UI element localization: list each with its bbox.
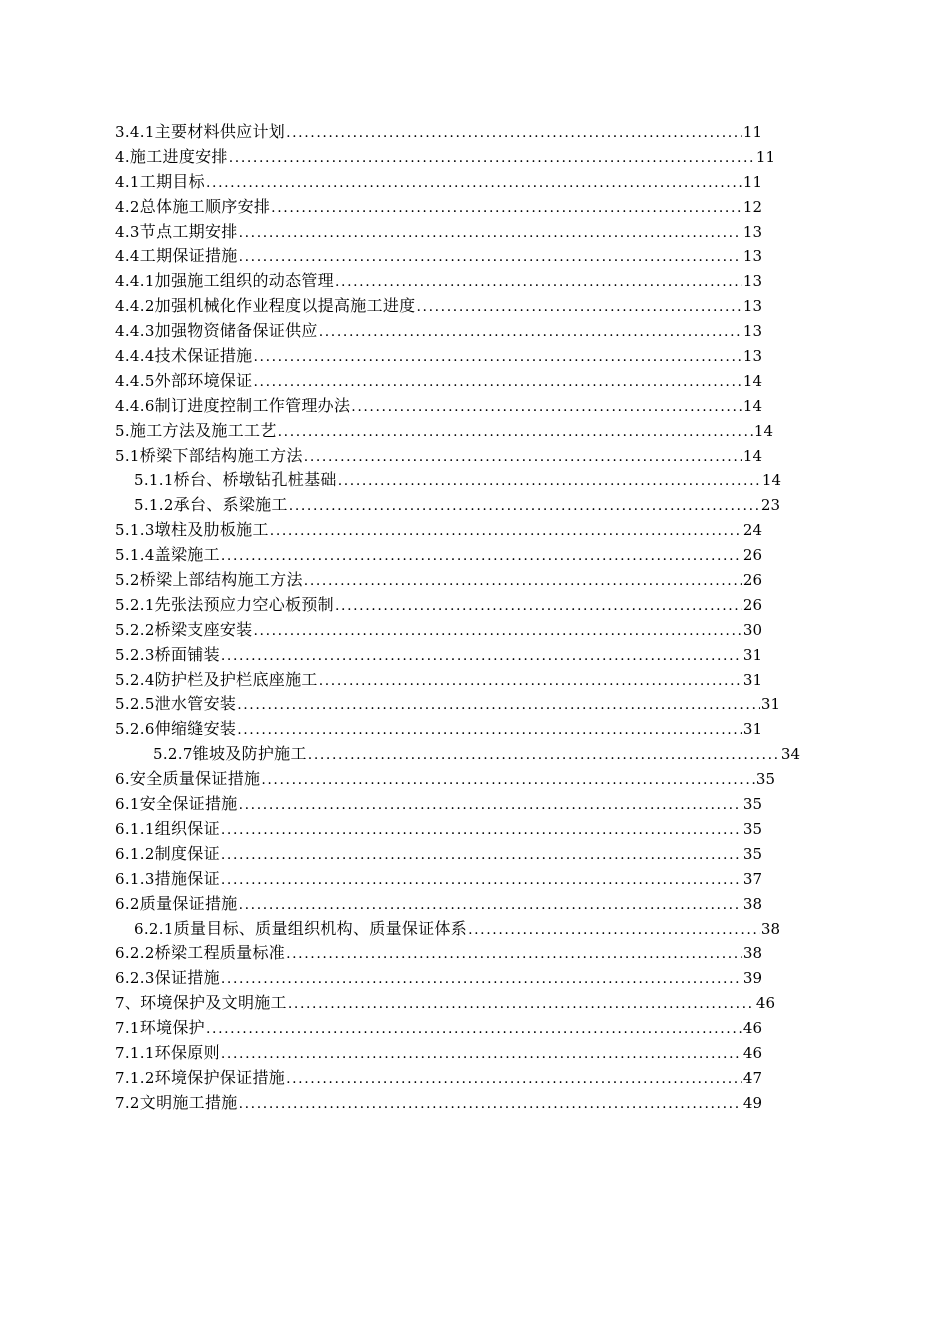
toc-entry: [0, 145, 775, 170]
toc-entry-page: 13: [742, 297, 762, 316]
toc-leader: [308, 743, 780, 768]
toc-entry: [0, 220, 762, 245]
toc-entry-page: 14: [742, 396, 762, 415]
toc-entry: [0, 917, 780, 942]
toc-leader: [253, 370, 741, 395]
toc-leader: [319, 669, 742, 694]
toc-entry-title: 先张法预应力空心板预制: [154, 594, 334, 614]
toc-entry-number: 4.4.6: [115, 396, 155, 415]
toc-leader: [221, 868, 742, 893]
toc-entry: [0, 543, 762, 568]
toc-entry: [0, 294, 762, 319]
toc-leader: [416, 295, 741, 320]
toc-entry: [0, 394, 762, 419]
toc-leader: [335, 594, 742, 619]
toc-entry-title: 施工方法及施工工艺: [129, 420, 277, 440]
toc-entry-number: 5.2: [115, 571, 140, 590]
toc-entry: [0, 842, 762, 867]
toc-entry-page: 14: [742, 446, 762, 465]
toc-entry: [0, 643, 762, 668]
toc-entry-number: 6.1.3: [115, 869, 155, 888]
toc-entry-number: 5.2.2: [115, 620, 155, 639]
toc-entry-page: 24: [742, 521, 762, 540]
toc-entry-title: 桥台、桥墩钻孔桩基础: [173, 470, 337, 490]
toc-entry: [0, 668, 762, 693]
toc-entry-page: 31: [760, 695, 780, 714]
toc-entry-title: 防护栏及护栏底座施工: [154, 669, 318, 689]
toc-entry-title: 环境保护: [139, 1018, 205, 1038]
toc-entry: [0, 867, 762, 892]
toc-entry: [0, 991, 775, 1016]
toc-entry-page: 12: [742, 197, 762, 216]
toc-entry: [0, 692, 780, 717]
toc-entry-page: 13: [742, 247, 762, 266]
toc-leader: [221, 818, 742, 843]
toc-entry-number: 6.2.1: [134, 919, 174, 938]
toc-entry-title: 质量目标、质量组织机构、质量保证体系: [173, 918, 468, 938]
toc-entry-title: 措施保证: [154, 868, 220, 888]
toc-entry: [0, 518, 762, 543]
toc-leader: [286, 942, 742, 967]
toc-entry-title: 环境保护保证措施: [154, 1067, 286, 1087]
toc-leader: [221, 544, 742, 569]
toc-leader: [221, 1042, 742, 1067]
toc-entry: [0, 444, 762, 469]
toc-entry: [0, 244, 762, 269]
toc-leader: [289, 494, 760, 519]
toc-entry-title: 安全质量保证措施: [129, 769, 261, 789]
toc-entry-page: 38: [742, 894, 762, 913]
toc-entry-page: 35: [742, 844, 762, 863]
toc-entry-page: 23: [760, 496, 780, 515]
toc-entry: [0, 941, 762, 966]
toc-entry-title: 桥面铺装: [154, 644, 220, 664]
toc-leader: [239, 893, 742, 918]
toc-entry-title: 外部环境保证: [154, 370, 253, 390]
toc-entry-page: 39: [742, 969, 762, 988]
toc-entry-page: 31: [742, 645, 762, 664]
toc-entry-number: 7、: [115, 994, 141, 1013]
toc-entry-title: 加强机械化作业程度以提高施工进度: [154, 296, 416, 316]
toc-leader: [229, 146, 755, 171]
toc-leader: [304, 445, 742, 470]
toc-entry-title: 盖梁施工: [154, 545, 220, 565]
toc-entry-number: 5.1.4: [115, 546, 155, 565]
toc-entry-title: 质量保证措施: [139, 893, 238, 913]
toc-leader: [206, 171, 742, 196]
toc-entry-page: 26: [742, 546, 762, 565]
toc-entry-page: 46: [742, 1043, 762, 1062]
toc-entry-number: 4.1: [115, 172, 140, 191]
toc-entry: [0, 1066, 762, 1091]
toc-entry-page: 46: [742, 1019, 762, 1038]
toc-entry: [0, 319, 762, 344]
toc-leader: [221, 843, 742, 868]
toc-leader: [239, 221, 742, 246]
toc-leader: [304, 569, 742, 594]
toc-entry-number: 6.2: [115, 894, 140, 913]
toc-entry: [0, 269, 762, 294]
toc-entry: [0, 618, 762, 643]
toc-leader: [286, 1067, 742, 1092]
toc-entry-number: 7.1.2: [115, 1068, 155, 1087]
toc-entry-title: 环保原则: [154, 1042, 220, 1062]
toc-entry-title: 承台、系梁施工: [173, 495, 288, 515]
toc-entry: [0, 1091, 762, 1116]
toc-entry-title: 桥梁下部结构施工方法: [139, 445, 303, 465]
toc-entry-page: 46: [755, 994, 775, 1013]
toc-leader: [253, 619, 741, 644]
toc-entry-page: 38: [760, 919, 780, 938]
toc-entry-page: 14: [761, 471, 781, 490]
toc-entry-number: 6.2.3: [115, 969, 155, 988]
toc-entry-page: 11: [755, 147, 775, 166]
toc-entry-title: 施工进度安排: [129, 146, 228, 166]
toc-entry-number: 6.2.2: [115, 944, 155, 963]
toc-entry-number: 7.1: [115, 1019, 140, 1038]
toc-leader: [335, 270, 742, 295]
toc-entry-title: 组织保证: [154, 818, 220, 838]
toc-entry-number: 4.4.4: [115, 347, 155, 366]
toc-leader: [338, 469, 761, 494]
toc-entry-number: 3.4.1: [115, 123, 155, 141]
toc-entry: [0, 717, 762, 742]
toc-entry-page: 31: [742, 670, 762, 689]
toc-entry: [0, 344, 762, 369]
toc-entry-page: 13: [742, 222, 762, 241]
toc-entry-title: 工期保证措施: [139, 246, 238, 266]
toc-entry: [0, 195, 762, 220]
toc-entry-page: 34: [780, 745, 800, 764]
toc-entry-title: 总体施工顺序安排: [139, 196, 271, 216]
toc-entry-page: 35: [755, 770, 775, 789]
toc-entry-title: 桥梁工程质量标准: [154, 943, 286, 963]
toc-leader: [206, 1017, 742, 1042]
toc-entry-page: 11: [742, 172, 762, 191]
toc-leader: [239, 1092, 742, 1117]
table-of-contents: [0, 120, 950, 1116]
toc-leader: [237, 693, 760, 718]
toc-leader: [221, 644, 742, 669]
toc-entry: [0, 120, 762, 145]
toc-entry-page: 14: [742, 371, 762, 390]
toc-entry: [0, 1041, 762, 1066]
toc-entry-number: 4.4.2: [115, 297, 155, 316]
toc-entry-page: 38: [742, 944, 762, 963]
toc-entry-number: 5.2.6: [115, 720, 155, 739]
toc-entry: [0, 817, 762, 842]
toc-entry-page: 11: [742, 123, 762, 141]
toc-entry-title: 锥坡及防护施工: [192, 744, 307, 764]
toc-entry-number: 6.: [115, 770, 130, 789]
toc-entry-number: 5.2.1: [115, 595, 155, 614]
toc-entry: [0, 170, 762, 195]
toc-entry-page: 13: [742, 322, 762, 341]
toc-entry-page: 14: [753, 421, 773, 440]
toc-leader: [270, 519, 742, 544]
toc-entry-title: 保证措施: [154, 968, 220, 988]
toc-entry-number: 5.2.3: [115, 645, 155, 664]
toc-leader: [239, 793, 742, 818]
toc-entry: [0, 568, 762, 593]
toc-entry-title: 加强施工组织的动态管理: [154, 271, 334, 291]
toc-leader: [239, 245, 742, 270]
toc-entry: [0, 1016, 762, 1041]
toc-leader: [237, 718, 742, 743]
toc-entry-title: 技术保证措施: [154, 346, 253, 366]
toc-entry-number: 5.2.7: [153, 745, 193, 764]
toc-leader: [468, 918, 760, 943]
toc-entry: [0, 792, 762, 817]
toc-entry-title: 文明施工措施: [139, 1092, 238, 1112]
toc-leader: [319, 320, 742, 345]
toc-entry-number: 5.1: [115, 446, 140, 465]
toc-entry-title: 加强物资储备保证供应: [154, 321, 318, 341]
toc-entry-page: 13: [742, 347, 762, 366]
toc-entry-title: 墩柱及肋板施工: [154, 520, 269, 540]
toc-leader: [288, 992, 755, 1017]
toc-leader: [278, 420, 753, 445]
toc-entry-page: 47: [742, 1068, 762, 1087]
toc-entry-page: 35: [742, 795, 762, 814]
toc-entry-number: 5.1.3: [115, 521, 155, 540]
toc-entry-page: 31: [742, 720, 762, 739]
toc-entry-number: 5.1.1: [134, 471, 174, 490]
toc-entry: [0, 369, 762, 394]
toc-entry-title: 工期目标: [139, 171, 205, 191]
toc-entry-page: 13: [742, 272, 762, 291]
toc-leader: [286, 121, 742, 146]
toc-entry-title: 伸缩缝安装: [154, 719, 237, 739]
toc-entry-number: 4.4.5: [115, 371, 155, 390]
toc-entry-number: 5.2.4: [115, 670, 155, 689]
toc-entry-title: 泄水管安装: [154, 694, 237, 714]
toc-entry-title: 制订进度控制工作管理办法: [154, 395, 351, 415]
toc-entry-number: 4.2: [115, 197, 140, 216]
toc-entry-number: 4.4: [115, 247, 140, 266]
toc-entry-number: 4.: [115, 147, 130, 166]
toc-entry-number: 5.1.2: [134, 496, 174, 515]
toc-entry-number: 4.4.3: [115, 322, 155, 341]
toc-entry-title: 安全保证措施: [139, 794, 238, 814]
toc-leader: [253, 345, 741, 370]
toc-entry-page: 26: [742, 571, 762, 590]
toc-entry-number: 5.2.5: [115, 695, 155, 714]
toc-entry-number: 7.1.1: [115, 1043, 155, 1062]
toc-entry-title: 主要材料供应计划: [154, 122, 286, 141]
toc-entry: [0, 593, 762, 618]
toc-entry-title: 桥梁上部结构施工方法: [139, 570, 303, 590]
toc-entry: [0, 892, 762, 917]
toc-leader: [351, 395, 742, 420]
toc-entry: [0, 742, 800, 767]
toc-leader: [221, 967, 742, 992]
toc-entry-number: 4.4.1: [115, 272, 155, 291]
toc-entry-page: 37: [742, 869, 762, 888]
toc-entry: [0, 767, 775, 792]
toc-entry-page: 35: [742, 819, 762, 838]
toc-entry-number: 5.: [115, 421, 130, 440]
toc-entry-number: 7.2: [115, 1093, 140, 1112]
toc-entry-page: 26: [742, 595, 762, 614]
toc-entry-number: 6.1: [115, 795, 140, 814]
toc-entry-page: 49: [742, 1093, 762, 1112]
toc-entry: [0, 468, 781, 493]
toc-entry-page: 30: [742, 620, 762, 639]
toc-entry: [0, 493, 780, 518]
toc-leader: [271, 196, 742, 221]
toc-leader: [261, 768, 755, 793]
toc-entry-title: 制度保证: [154, 843, 220, 863]
toc-entry-title: 节点工期安排: [139, 221, 238, 241]
toc-entry-number: 6.1.1: [115, 819, 155, 838]
toc-entry-number: 6.1.2: [115, 844, 155, 863]
toc-entry-title: 桥梁支座安装: [154, 619, 253, 639]
toc-entry: [0, 966, 762, 991]
toc-entry-number: 4.3: [115, 222, 140, 241]
toc-entry: [0, 419, 773, 444]
toc-entry-title: 环境保护及文明施工: [140, 993, 287, 1013]
